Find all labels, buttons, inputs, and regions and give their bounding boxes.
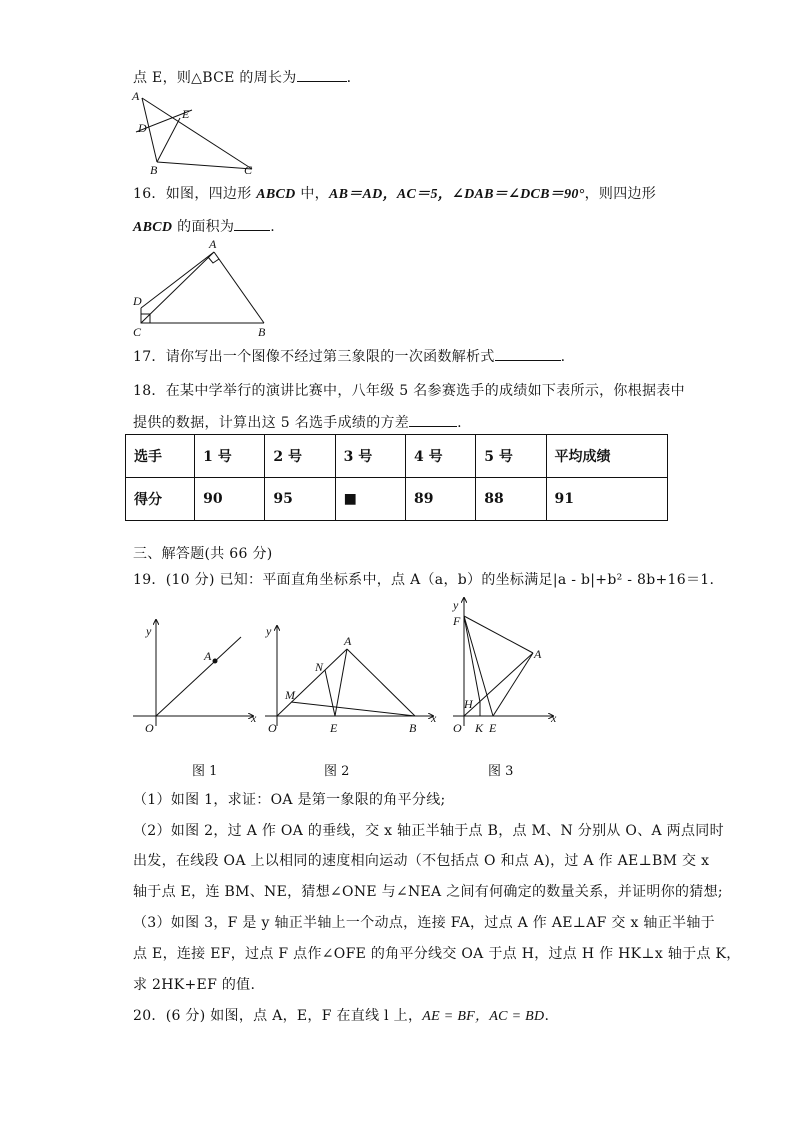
q15-tail: 点 E，则△BCE 的周长为 . <box>133 67 351 87</box>
q16-line1: 16．如图，四边形 ABCD 中，AB＝AD，AC＝5，∠DAB＝∠DCB＝90°，则四边形 <box>133 186 657 202</box>
q19-part2-line1: （2）如图 2，过 A 作 OA 的垂线，交 x 轴正半轴于点 B，点 M、N 分别从 O、A 两点同时 <box>133 823 724 839</box>
table-cell: 3 号 <box>335 435 405 478</box>
q19-part2-line3: 轴于点 E，连 BM、NE，猜想∠ONE 与∠NEA 之间有何确定的数量关系，并证明你的猜想; <box>133 884 723 900</box>
q18-line1: 18．在某中学举行的演讲比赛中，八年级 5 名参赛选手的成绩如下表所示，你根据表中 <box>133 383 685 399</box>
table-cell: 1 号 <box>195 435 265 478</box>
fig16-label-c: C <box>133 325 142 339</box>
fig2-line-ab <box>347 649 415 716</box>
fig2-line-mb <box>291 702 415 716</box>
q16-answer-blank[interactable] <box>234 216 270 231</box>
line-ac <box>141 252 214 323</box>
fig2-label-e: E <box>330 721 338 735</box>
fig2-label-a: A <box>344 634 352 648</box>
fig2-line-ne <box>325 670 335 716</box>
fig3-label-h: H <box>464 697 473 711</box>
fig15-label-e: E <box>182 107 190 121</box>
fig1-label-o: O <box>145 721 154 735</box>
table-cell: 95 <box>265 478 335 521</box>
fig15-label-b: B <box>150 163 158 177</box>
q19-part3-line2: 点 E，连接 EF，过点 F 点作∠OFE 的角平分线交 OA 于点 H，过点 H 作 HK⊥x 轴于点 K， <box>133 946 741 962</box>
fig3-label-x: x <box>551 711 557 725</box>
table-row <box>126 478 668 521</box>
line-be <box>157 118 180 162</box>
table-cell: 得分 <box>126 478 195 521</box>
fig3-label-o: O <box>453 721 462 735</box>
fig2-label-b: B <box>409 721 417 735</box>
fig3-line-fa <box>464 616 533 653</box>
table-cell: 91 <box>546 478 667 521</box>
fig2-label-m: M <box>285 688 295 702</box>
right-angle-a <box>208 257 219 263</box>
score-table <box>125 434 668 521</box>
table-cell: 90 <box>195 478 265 521</box>
q17: 17．请你写出一个图像不经过第三象限的一次函数解析式 . <box>133 346 565 366</box>
table-cell: 2 号 <box>265 435 335 478</box>
fig1-label-x: x <box>251 711 257 725</box>
fig3-label-a: A <box>534 647 542 661</box>
fig3-caption: 图 3 <box>488 764 514 779</box>
fig2-caption: 图 2 <box>324 764 350 779</box>
table-cell: 平均成绩 <box>546 435 667 478</box>
q19-part1: （1）如图 1，求证：OA 是第一象限的角平分线; <box>133 792 446 808</box>
fig2-label-x: x <box>431 711 437 725</box>
q18-line2: 提供的数据，计算出这 5 名选手成绩的方差 . <box>133 412 462 432</box>
q16-line2: ABCD 的面积为 . <box>133 216 275 236</box>
fig1-caption: 图 1 <box>192 764 218 779</box>
fig16-label-a: A <box>209 237 217 251</box>
fig2-label-y: y <box>266 624 272 638</box>
table-cell: 4 号 <box>405 435 475 478</box>
figure-q16 <box>130 236 275 340</box>
q20: 20．(6 分) 如图，点 A，E，F 在直线 l 上，AE = BF，AC = BD. <box>133 1008 550 1024</box>
fig2-label-n: N <box>315 660 324 674</box>
fig3-label-e: E <box>489 721 497 735</box>
fig15-label-a: A <box>132 89 140 103</box>
section-title: 三、解答题(共 66 分) <box>133 546 273 562</box>
line-ad <box>141 252 214 308</box>
fig1-line-oa <box>156 637 241 716</box>
table-cell: 88 <box>476 478 546 521</box>
q18-answer-blank[interactable] <box>409 412 457 427</box>
figure-q15 <box>130 88 260 178</box>
fig1-point-a <box>213 659 218 664</box>
q15-answer-blank[interactable] <box>297 67 347 82</box>
q19-part3-line3: 求 2HK+EF 的值. <box>133 977 256 993</box>
fig2-label-o: O <box>268 721 277 735</box>
table-cell: 5 号 <box>476 435 546 478</box>
fig15-label-c: C <box>244 163 253 177</box>
q17-answer-blank[interactable] <box>495 346 561 361</box>
table-cell-missing: ■ <box>335 478 405 521</box>
fig1-label-a: A <box>204 649 212 663</box>
line-ab <box>214 252 264 323</box>
line-bc <box>157 162 252 169</box>
table-header-row <box>126 435 668 478</box>
fig3-line-fh <box>464 616 480 702</box>
q19-stem: 19．(10 分) 已知：平面直角坐标系中，点 A（a，b）的坐标满足|a - b|+b² - 8b+16＝1. <box>133 572 715 588</box>
table-cell: 选手 <box>126 435 195 478</box>
q19-part3-line1: （3）如图 3，F 是 y 轴正半轴上一个动点，连接 FA，过点 A 作 AE⊥AF 交 x 轴正半轴于 <box>133 915 715 931</box>
q19-part2-line2: 出发，在线段 OA 上以相同的速度相向运动（不包括点 O 和点 A)，过 A 作 AE⊥BM 交 x <box>133 853 710 869</box>
fig16-label-b: B <box>258 325 266 339</box>
figure-q19 <box>125 592 565 782</box>
fig3-label-y: y <box>453 598 459 612</box>
fig15-label-d: D <box>138 121 147 135</box>
fig3-label-f: F <box>453 614 461 628</box>
fig3-label-k: K <box>475 721 484 735</box>
table-cell: 89 <box>405 478 475 521</box>
fig16-label-d: D <box>133 294 142 308</box>
fig1-label-y: y <box>146 624 152 638</box>
